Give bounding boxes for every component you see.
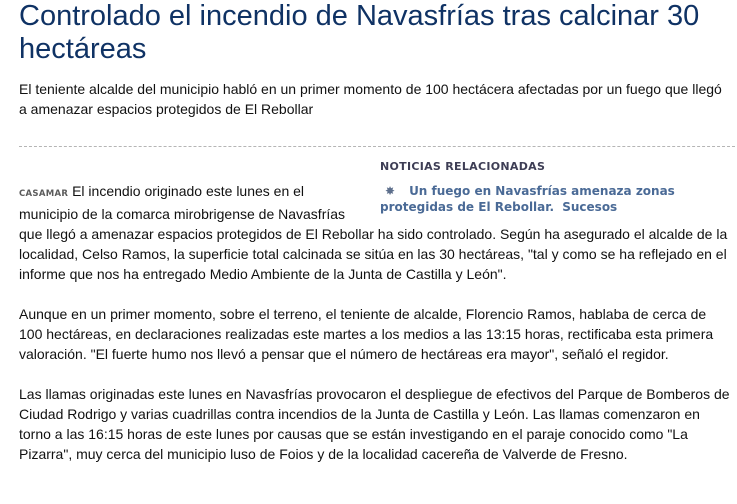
- divider: [19, 146, 735, 147]
- bullet-star-icon: ✸: [385, 184, 396, 198]
- article-subtitle: El teniente alcalde del municipio habló en un primer momento de 100 hectácera afectadas por un fuego que llegó a amenazar espacios protegidos de El Rebollar: [19, 81, 722, 117]
- article-title: Controlado el incendio de Navasfrías tras calcinar 30 hectáreas: [19, 0, 700, 65]
- byline: CASAMAR: [19, 189, 69, 199]
- paragraph-3: Las llamas originadas este lunes en Navasfrías provocaron el despliegue de efectivos del Parque de Bomberos de Ciudad Rodrigo y varias cuadrillas contra incendios de la Junta de Castilla y León. Las llamas comenzaron en torno a las 16:15 horas de este lunes por causas que se están investigando en el paraje conocido como "La Pizarra", muy cerca del municipio luso de Foios y de la localidad cacereña de Valverde de Fresno.: [19, 386, 730, 462]
- paragraph-1: que llegó a amenazar espacios protegidos de El Rebollar ha sido controlado. Según ha asegurado el alcalde de la localidad, Celso Ramos, la superficie total calcinada se sitúa en las 30 hectáreas, "tal y como se ha reflejado en el informe que nos ha entregado Medio Ambiente de la Junta de Castilla y León".: [19, 226, 728, 282]
- paragraph-1-line-1: El incendio originado este lunes en el: [72, 183, 305, 199]
- paragraph-1-line-2: municipio de la comarca mirobrigense de Navasfrías: [19, 206, 346, 222]
- paragraph-2: Aunque en un primer momento, sobre el terreno, el teniente de alcalde, Florencio Ramos, hablaba de cerca de 100 hectáreas, en declaraciones realizadas este martes a los medios a las 13:15 horas, rectificaba esta primera valoración. "El fuerte humo nos llevó a pensar que el número de hectáreas era mayor", señaló el regidor.: [19, 306, 714, 362]
- related-news-heading: NOTICIAS RELACIONADAS: [380, 160, 546, 173]
- related-news-title: Un fuego en Navasfrías amenaza zonas protegidas de El Rebollar.: [380, 184, 675, 214]
- article-body: [19, 181, 731, 464]
- related-news-section: Sucesos: [562, 200, 618, 214]
